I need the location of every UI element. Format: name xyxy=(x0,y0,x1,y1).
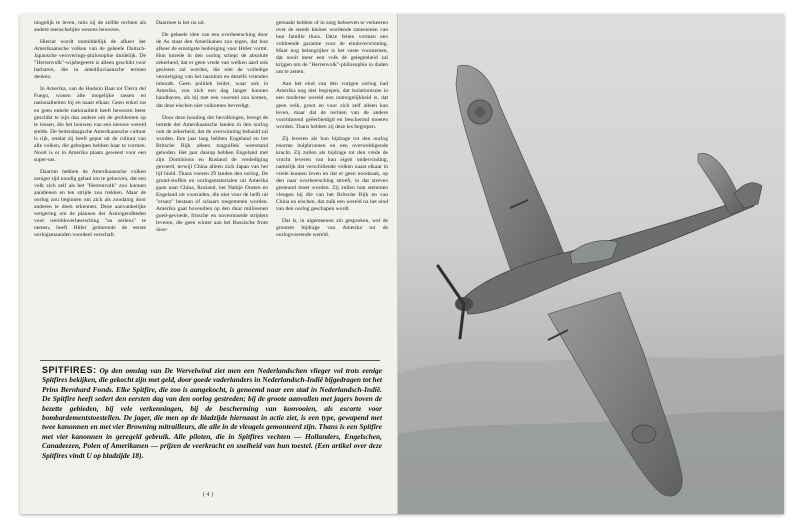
roundel xyxy=(475,107,485,117)
text-column-3 xyxy=(276,20,388,354)
spitfire-photo xyxy=(398,14,784,514)
paragraph: Aan het eind van den vorigen oorlog had Amerika nog niet begrepen, dat isolationisme in een moderne wereld een onmogelijkheid is, dat geen volk, groot en voor zich zelf alleen kan leven, maar dat de rechten van de andere voortdurend geëerbiedigd en beschermd moeten worden. Thans hebben zij deze les begrepen. xyxy=(276,81,388,130)
magazine-spread xyxy=(20,14,784,514)
paragraph: Hieruit wordt onmiddellijk de afkeer der Amerikaansche volken van de geheele Duitsch-Japansche veroverings-philosophie duidelijk. De "Herrenvolk"-wijsbegeerte is alleen geschikt voor barbaren, die in antediluviaansche termen denken. xyxy=(34,39,146,81)
paragraph: Daarmee is het nu uit. xyxy=(156,20,206,26)
caption-text: Op den omslag van De Wervelwind ziet men een Nederlandschen vlieger vol trots eenige Spitfires bekijken, die gekocht zijn met geld, door goede vaderlanders in Nederlandsch-Indië bijgedragen tot het Prins Bernhard Fonds. Elke Spitfire, die zoo is aangekocht, is genoemd naar een stad in Nederlandsch-Indië. De Spitfire heeft sedert den eersten dag van den oorlog gestreden; bij de groote aanvallen met jagers boven de bezette gebieden, bij vele verkenningen, bij de bescherming van konvooien, als escorte voor bombardementstoestellen. De jager, die men op de bladzijde hiernaast in actie ziet, is een type, gewapend met twee kanonnen en met vier Browning mitrailleurs, die alle in de vleugels gemonteerd zijn. Thans is een Spitfire met vier kanonnen in geregeld gebruik. Alle piloten, die in Spitfires vechten — Hollanders, Engelschen, Canadeezen, Polen of Amerikanen — prijzen de veerkracht en snelheid van hun toestel. (Een artikel over deze Spitfires vindt U op bladzijde 18). xyxy=(42,366,382,460)
paragraph: De geheele idee van een overheersching door de As staat den Amerikanen zoo tegen, dat hun afkeer de ernstigste bedreiging voor Hitler vormt. Hun intrede in den oorlog schept de absolute zekerheid, dat er geen vrede van welken aard ook gesloten zal worden, die niet de volledige vernietiging van het nazidom en dezelfs vrienden inhoudt. Geen politiek leider, waar ook in Amerika, zou zich een dag langer kunnen handhaven, als hij met een voorstel zou komen, dat deze eischen niet volkomen bevredigt. xyxy=(156,32,268,109)
text-column-2 xyxy=(156,20,268,354)
roundel xyxy=(632,425,656,443)
paragraph: Dat is, in algemeenen zin gesproken, wel de grootste bijdrage van Amerika tot de oorlogvoerende wereld. xyxy=(276,218,388,239)
caption-heading: SPITFIRES: xyxy=(42,365,97,375)
left-page xyxy=(20,14,398,514)
paragraph: In Amerika, van de Hudson Baai tot Tierra del Fuego, wonen alle mogelijke rassen en nationaliteiten bij en naast elkaar. Geen enkel ras en geen enkele nationaliteit heeft bewezen beter geschikt te zijn dan andere om de problemen op te lossen, die het bouwen van een nieuwe wereld stelde. De hedendaagsche Amerikaansche cultuur is rijk, omdat zij heeft geput uit de cultuur van alle volken, die geholpen hebben haar te vormen. Nooit is er in Amerika plaats geweest voor een super-ras. xyxy=(34,86,146,163)
page-number: ( 4 ) xyxy=(203,492,213,498)
paragraph: Daarom hebben de Amerikaansche volken zeniger tijd noodig gehad om te gelooven, dat een volk zich zelf als het "Herrenvolk" zou kunnen aandienen en ten strijde zou trekken. Maar de oorlog zou beginnen om zich als zoodanig door anderen te doen erkennen. Deze aanvankelijke weigering om de plannen der Asmogendheden voor wereldoverheersching "au sérieux" te nemen, heeft Hitler gedurende de eerste oorlogsmaanden voordeel verschaft. xyxy=(34,168,146,239)
right-page xyxy=(398,14,784,514)
divider xyxy=(40,360,380,361)
text-column-1 xyxy=(34,20,146,354)
spitfire-caption xyxy=(42,366,382,460)
paragraph: Zij leveren als hun bijdrage tot den oorlog enorme hulpbronnen en een overweldigende kracht. Zij zullen als bijdrage tot den vrede de vrucht leveren van hun eigen ondervinding, namelijk dat verschillende volken naast elkaar in vrede kunnen leven en dat er geen noodzaak, op den naar overheersching streeft, in dat streven gesteund moet worden. Zij zullen hun stemmen vleugen bij die van het Britsche Rijk en van China en eischen, dat zulk een wereld na het eind van den oorlog geschapen wordt. xyxy=(276,135,388,213)
paragraph: gemaakt hebben of in zorg behoeven te verkeeren over de steeds kleiner wordende rantsoenen van hun familie thuis. Deze feiten vormen een voldoende garantie voor de eindoverwinning. Maar nog belangrijker is het vaste voornemen, dat nooit meer een volk de gelegenheid zal krijgen om de "Herrenvolk"-philosophie in daden om te zetten. xyxy=(276,20,388,76)
paragraph: Door deze houding der bevolkingen, brengt de intrede der Amerikaansche landen in den oorlog ook de zekerheid, dat de overwinning behaald zal worden. Een jaar lang hebben Engeland en het Britsche Rijk alleen magnifiek weerstand geboden. Het jaar daarop hebben Engeland met zijn Dominions en Rusland de verdediging gevoerd, terwijl China alleen zich Japan van het lijf hield. Thans voeren 29 landen den oorlog. De grond-stoffen en oorlogsmaterialen uit Amerika gaan naar China, Rusland, het Nabije Oosten en Engeland uit voorraden, die niet voor de helft uit "ersatz" bestaan of schaars toegemeten worden. Amerika gaat bovendien op den duur millioenen goed-gevoede, frissche en onvermoeide strijders leveren, die geen winter aan het Russische front door- xyxy=(156,114,268,234)
paragraph: mogelijk te leven, mits zij de zelfde rechten als andere menschelijke wezens bewezen. xyxy=(34,20,146,34)
